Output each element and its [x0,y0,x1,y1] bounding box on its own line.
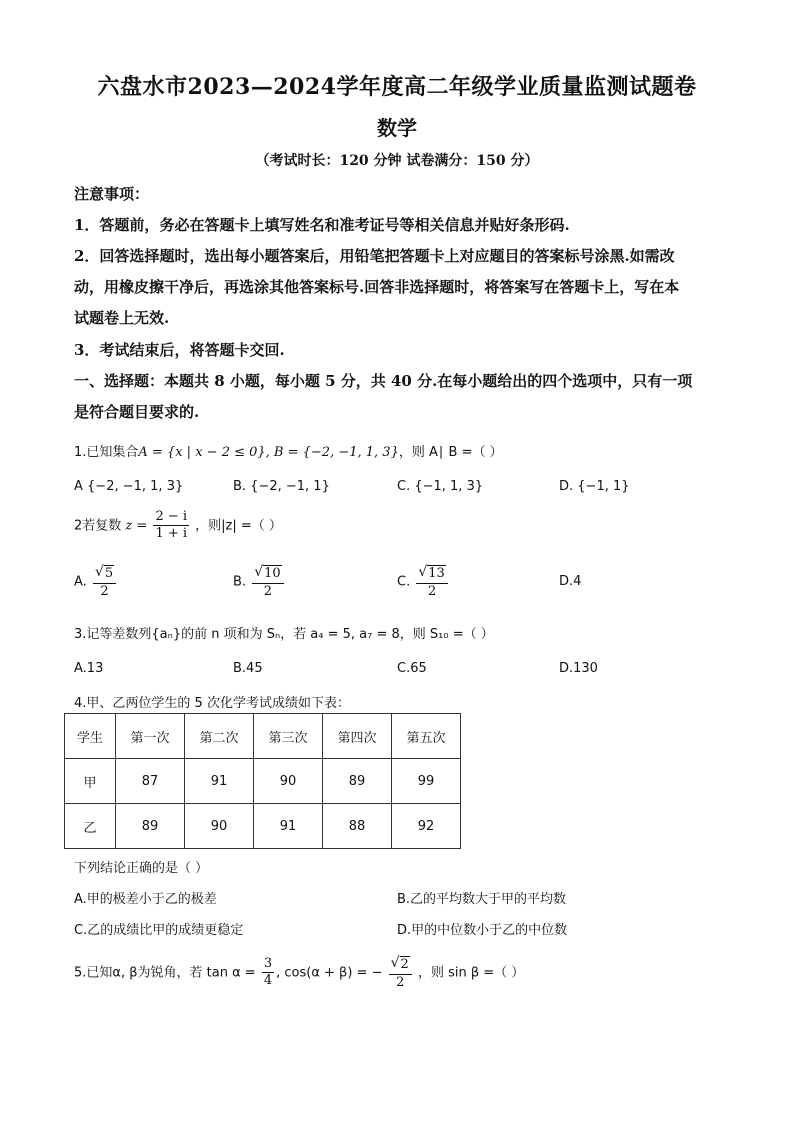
radicand: 5 [104,566,114,581]
section-1-heading-line-1: 一、选择题：本题共 8 小题，每小题 5 分，共 40 分.在每小题给出的四个选项中，只有一项 [74,372,693,390]
table-cell: 91 [254,804,323,849]
question-4-option-b: B.乙的平均数大于甲的平均数 [397,892,567,907]
sqrt-fraction: √ 13 2 [416,565,447,599]
radicand: 2 [400,957,409,972]
question-1-suffix: ，则 A∣ B =（ ） [398,445,503,460]
numerator: 3 [262,957,274,973]
table-row [65,804,461,849]
table-row [65,759,461,804]
question-2-prefix: 2若复数 [74,518,122,534]
exam-info: （考试时长：120 分钟 试卷满分：150 分） [255,153,539,169]
question-1-set-b: , B = {−2, −1, 1, 3} [265,445,399,460]
notes-heading: 注意事项： [74,185,150,203]
question-1-set-a: A = {x | x − 2 ≤ 0} [138,445,266,460]
question-1-prefix: 1.已知集合 [74,445,139,460]
table-cell: 99 [392,759,461,804]
table-cell: 88 [323,804,392,849]
question-2-option-c [397,565,450,599]
subject-title: 数学 [377,116,417,140]
question-5-suffix: ，则 sin β =（ ） [417,965,525,981]
denominator: 2 [263,583,273,599]
cos-fraction: √ 2 2 [389,956,412,990]
table-cell: 92 [392,804,461,849]
question-4-option-a: A.甲的极差小于乙的极差 [74,892,217,907]
question-4-stem: 下列结论正确的是（ ） [74,861,209,876]
score-table [64,713,461,849]
question-2-option-d: D.4 [559,574,582,589]
table-cell: 89 [323,759,392,804]
question-2-denominator: 1 + i [155,526,188,542]
question-2-suffix: ，则|z| =（ ） [195,518,282,534]
option-label: A. [74,574,87,590]
note-item-1: 1．答题前，务必在答题卡上填写姓名和准考证号等相关信息并贴好条形码. [74,216,570,234]
question-1-option-a: A {−2, −1, 1, 3} [74,479,184,494]
question-4-option-c: C.乙的成绩比甲的成绩更稳定 [74,923,244,938]
denominator: 2 [396,974,405,990]
radicand: 10 [264,566,281,581]
question-2 [74,510,282,542]
note-item-2-line-1: 2．回答选择题时，选出每小题答案后，用铅笔把答题卡上对应题目的答案标号涂黑.如需改 [74,247,675,265]
radicand: 13 [428,566,445,581]
table-cell: 87 [116,759,185,804]
table-header-cell: 第三次 [254,714,323,759]
question-1 [74,441,503,460]
question-3-option-a: A.13 [74,661,104,676]
table-header-row [65,714,461,759]
question-3: 3.记等差数列{aₙ}的前 n 项和为 Sₙ，若 a₄ = 5, a₇ = 8，则 S₁₀ =（ ） [74,627,494,642]
table-header-cell: 第五次 [392,714,461,759]
table-cell: 90 [185,804,254,849]
tan-fraction [262,957,274,989]
question-2-option-b [233,565,286,599]
note-item-2-line-2: 动，用橡皮擦干净后，再选涂其他答案标号.回答非选择题时，将答案写在答题卡上，写在本 [74,278,680,296]
question-4-option-d: D.甲的中位数小于乙的中位数 [397,923,568,938]
note-item-3: 3．考试结束后，将答题卡交回. [74,341,285,359]
option-label: C. [397,574,411,590]
table-cell: 乙 [65,804,116,849]
question-2-option-a [74,565,118,599]
question-2-fraction [153,510,189,542]
note-item-2-line-3: 试题卷上无效. [74,309,170,327]
option-label: B. [233,574,247,590]
section-1-heading-line-2: 是符合题目要求的. [74,403,200,421]
table-cell: 89 [116,804,185,849]
sqrt-fraction: √ 10 2 [252,565,283,599]
question-3-option-b: B.45 [233,661,263,676]
table-header-cell: 学生 [65,714,116,759]
question-5 [74,956,524,990]
table-cell: 91 [185,759,254,804]
question-4-intro: 4.甲、乙两位学生的 5 次化学考试成绩如下表： [74,696,350,711]
page-title: 六盘水市2023—2024学年度高二年级学业质量监测试题卷 [97,74,697,100]
question-3-option-c: C.65 [397,661,427,676]
question-2-numerator: 2 − i [153,510,189,526]
question-5-prefix: 5.已知α, β为锐角，若 tan α = [74,965,256,981]
denominator: 2 [100,583,109,599]
question-2-z-eq: z = [125,518,148,534]
table-header-cell: 第一次 [116,714,185,759]
question-1-option-d: D. {−1, 1} [559,479,630,494]
question-1-option-c: C. {−1, 1, 3} [397,479,484,494]
question-3-option-d: D.130 [559,661,598,676]
denominator: 4 [263,973,273,989]
question-5-mid: , cos(α + β) = − [276,965,383,981]
table-header-cell: 第二次 [185,714,254,759]
table-cell: 甲 [65,759,116,804]
table-header-cell: 第四次 [323,714,392,759]
denominator: 2 [427,583,437,599]
table-cell: 90 [254,759,323,804]
sqrt-fraction: √ 5 2 [93,565,116,599]
question-1-option-b: B. {−2, −1, 1} [233,479,330,494]
